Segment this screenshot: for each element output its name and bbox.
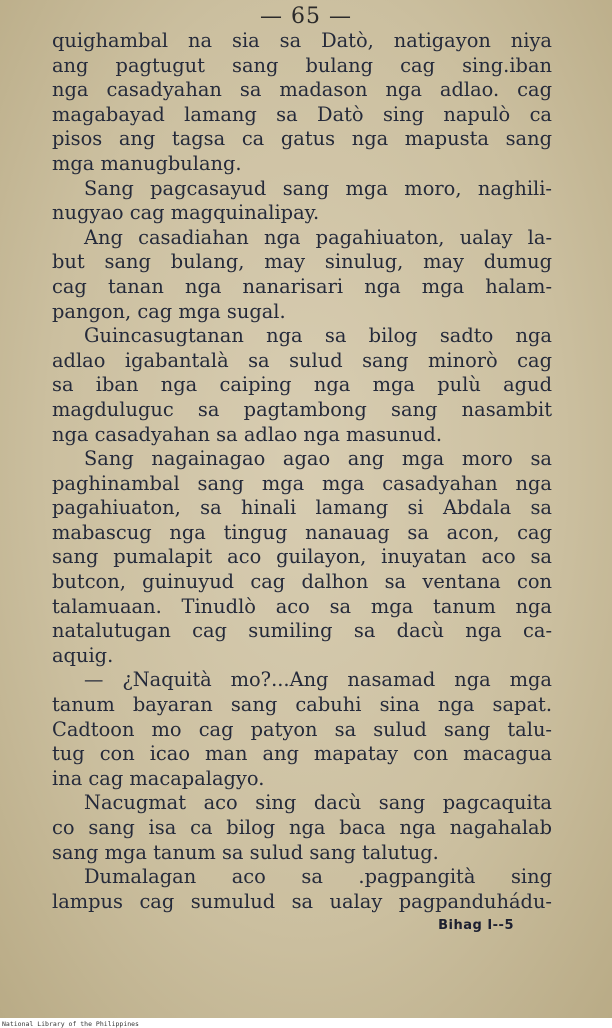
text-line: magduluguc sa pagtambong sang nasambit (52, 397, 552, 421)
text-line: ina cag macapalagyo. (52, 766, 265, 790)
text-line: pagahiuaton, sa hinali lamang si Abdala sa (52, 496, 552, 520)
text-line: Sang nagainagao agao ang mga moro sa (84, 447, 552, 471)
text-line: sang mga tanum sa sulud sang talutug. (52, 840, 439, 864)
text-line: butcon, guinuyud cag dalhon sa ventana con (52, 570, 552, 594)
text-line: Guincasugtanan nga sa bilog sadto nga (84, 324, 552, 348)
text-line: tanum bayaran sang cabuhi sina nga sapat. (52, 693, 552, 717)
text-line: co sang isa ca bilog nga baca nga nagahalab (52, 816, 552, 839)
library-credit: National Library of the Philippines (2, 1020, 139, 1028)
text-line: nga casadyahan sa madason nga adlao. cag (52, 78, 552, 102)
text-line: talamuaan. Tinudlò aco sa mga tanum nga (52, 594, 552, 618)
text-line: cag tanan nga nanarisari nga mga halam- (52, 274, 552, 298)
text-line: ang pagtugut sang bulang cag sing.iban (52, 53, 552, 77)
text-line: — ¿Naquità mo?...Ang nasamad nga mga (84, 668, 552, 692)
text-line: nugyao cag magquinalipay. (52, 201, 320, 225)
page-number: — 65 — (260, 4, 352, 29)
text-line: Nacugmat aco sing dacù sang pagcaquita (84, 791, 552, 815)
text-line: mga manugbulang. (52, 151, 242, 175)
text-line: magabayad lamang sa Datò sing napulò ca (52, 102, 552, 126)
text-line: sa iban nga caiping nga mga pulù agud (52, 373, 552, 397)
text-line: Ang casadiahan nga pagahiuaton, ualay la- (84, 225, 552, 249)
text-line: Cadtoon mo cag patyon sa sulud sang talu- (52, 717, 552, 741)
text-line: lampus cag sumulud sa ualay pagpanduhádu- (52, 889, 552, 913)
text-line: quighambal na sia sa Datò, natigayon niya (52, 29, 552, 52)
text-line: adlao igabantalà sa sulud sang minorò cag (52, 348, 552, 372)
text-line: pangon, cag mga sugal. (52, 299, 286, 323)
text-line: Sang pagcasayud sang mga moro, naghili- (84, 176, 552, 200)
text-line: tug con icao man ang mapatay con macagua (52, 742, 552, 766)
printer-signature-mark: Bihag I--5 (438, 918, 514, 933)
text-line: pisos ang tagsa ca gatus nga mapusta sang (52, 127, 552, 151)
text-line: aquig. (52, 643, 114, 667)
text-line: Dumalagan aco sa .pagpangità sing (84, 865, 552, 889)
text-line: mabascug nga tingug nanauag sa acon, cag (52, 520, 552, 544)
text-line: paghinambal sang mga mga casadyahan nga (52, 471, 552, 495)
text-line: but sang bulang, may sinulug, may dumug (52, 250, 552, 274)
text-line: natalutugan cag sumiling sa dacù nga ca- (52, 619, 552, 643)
body-text (52, 29, 552, 914)
text-line: nga casadyahan sa adlao nga masunud. (52, 422, 442, 446)
text-line: sang pumalapit aco guilayon, inuyatan aco sa (52, 545, 552, 569)
